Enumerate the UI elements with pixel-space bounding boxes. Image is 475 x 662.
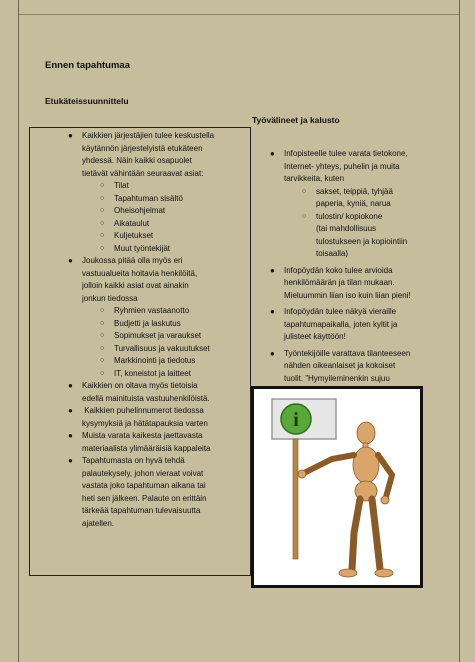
text-line: nähden oikeanlaiset ja kokoiset xyxy=(284,361,396,370)
page-title: Ennen tapahtumaa xyxy=(45,60,130,71)
circle-bullet-icon: ○ xyxy=(100,319,105,327)
sub-list-item xyxy=(302,211,462,261)
text-line: jolloin kaikki asiat ovat ainakin xyxy=(82,281,189,290)
text-line: Tapahtumasta on hyvä tehdä xyxy=(82,456,185,465)
circle-bullet-icon: ○ xyxy=(100,194,105,202)
list-item xyxy=(68,405,250,430)
sub-list-item xyxy=(100,343,250,356)
text-line: vastata joko tapahtuman aikana tai xyxy=(82,481,206,490)
circle-bullet-icon: ○ xyxy=(302,212,307,220)
text-line: ajatellen. xyxy=(82,518,115,528)
text-line: tuolit. ”Hymyileminenkin sujuu xyxy=(284,373,390,383)
text-line: Tapahtuman sisältö xyxy=(114,193,183,203)
text-line: Turvallisuus ja vakuutukset xyxy=(114,343,210,353)
circle-bullet-icon: ○ xyxy=(100,232,105,239)
text-line: Kuljetukset xyxy=(114,231,154,240)
text-line: Ryhmien vastaanotto xyxy=(114,306,190,315)
bullet-icon: ● xyxy=(270,265,275,275)
sub-list xyxy=(284,186,462,261)
text-line: vastuualueita hoitavia henkilöitä, xyxy=(82,268,198,278)
sub-list-item xyxy=(100,368,250,381)
text-line: Joukossa pitää olla myös eri xyxy=(82,256,183,265)
text-line: Infopöydän koko tulee arvioida xyxy=(284,265,393,275)
text-line: Oheisohjelmat xyxy=(114,206,166,215)
sub-list-item xyxy=(302,186,462,211)
sub-list-item xyxy=(100,355,250,368)
sub-list-item xyxy=(100,180,250,193)
bullet-icon: ● xyxy=(68,431,73,440)
bullet-icon: ● xyxy=(68,406,73,415)
list-item xyxy=(270,148,462,261)
text-line: Internet- yhteys, puhelin ja muita xyxy=(284,161,400,171)
info-icon-letter: i xyxy=(293,409,299,431)
planning-box xyxy=(29,127,251,576)
text-line: tulostukseen ja kopiointiin xyxy=(316,236,408,246)
text-line: Markkinointi ja tiedotus xyxy=(114,356,196,365)
list-item xyxy=(270,265,462,303)
equipment-list xyxy=(270,148,462,402)
text-line: Sopimukset ja varaukset xyxy=(114,331,202,340)
text-line: henkilömäärän ja tilan mukaan. xyxy=(284,278,395,287)
circle-bullet-icon: ○ xyxy=(302,187,307,195)
sign-pole xyxy=(293,439,298,559)
list-item xyxy=(68,430,250,455)
text-line: tulostin/ kopiokone xyxy=(316,211,383,221)
sub-list-item xyxy=(100,193,250,206)
text-line: Muut työntekijät xyxy=(114,243,171,253)
text-line: julisteet käyttöön! xyxy=(284,332,346,341)
text-line: Budjetti ja laskutus xyxy=(114,318,181,328)
text-line: tarvikkeita, kuten xyxy=(284,174,345,183)
text-line: Tilat xyxy=(114,181,129,190)
text-line: käytännön järjestelyistä etukäteen xyxy=(82,143,203,153)
text-line: tapahtumapaikalla, joten kyltit ja xyxy=(284,319,398,329)
circle-bullet-icon: ○ xyxy=(100,207,105,214)
text-line: tietävät vähintään seuraavat asiat: xyxy=(82,168,204,178)
text-line: palautekysely, johon vieraat voivat xyxy=(82,468,204,478)
planning-list xyxy=(68,130,250,530)
list-item xyxy=(68,130,250,255)
text-line: Infopöydän tulee näkyä vieraille xyxy=(284,307,397,316)
text-line: jonkun tiedossa xyxy=(82,293,138,303)
text-line: Mieluummin liian iso kuin liian pieni! xyxy=(284,290,411,300)
text-line: materiaalista ylimääräisiä kappaleita xyxy=(82,443,211,453)
text-line: Infopisteelle tulee varata tietokone, xyxy=(284,149,408,158)
bullet-icon: ● xyxy=(270,149,275,158)
sub-list xyxy=(82,305,250,380)
circle-bullet-icon: ○ xyxy=(100,244,105,252)
text-line: IT, koneistot ja laitteet xyxy=(114,368,191,378)
text-line: Muista varata kaikesta jaettavasta xyxy=(82,431,203,440)
text-line: (tai mahdollisuus xyxy=(316,224,377,233)
circle-bullet-icon: ○ xyxy=(100,307,105,314)
text-line: tärkeää tapahtuman tulevaisuutta xyxy=(82,506,201,515)
sub-list-item xyxy=(100,218,250,231)
text-line: Kaikkien on oltava myös tietoisia xyxy=(82,381,198,390)
text-line: paperia, kyniä, narua xyxy=(316,199,391,208)
left-section-heading: Etukäteissuunnittelu xyxy=(45,96,129,106)
bullet-icon: ● xyxy=(270,348,275,358)
bullet-icon: ● xyxy=(68,256,73,265)
circle-bullet-icon: ○ xyxy=(100,332,105,339)
text-line: yhdessä. Näin kaikki osapuolet xyxy=(82,156,192,165)
circle-bullet-icon: ○ xyxy=(100,357,105,364)
text-line: toisaalla) xyxy=(316,249,349,258)
circle-bullet-icon: ○ xyxy=(100,182,105,189)
info-sign-mannequin-illustration xyxy=(254,389,420,585)
circle-bullet-icon: ○ xyxy=(100,344,105,352)
sub-list xyxy=(82,180,250,255)
page-top-divider xyxy=(19,14,459,15)
sub-list-item xyxy=(100,318,250,331)
bullet-icon: ● xyxy=(68,456,73,465)
text-line: sakset, teippiä, tyhjää xyxy=(316,186,393,196)
list-item xyxy=(68,380,250,405)
text-line: Aikataulut xyxy=(114,218,150,228)
bullet-icon: ● xyxy=(68,131,73,140)
text-line: heti sen jälkeen. Palaute on erittäin xyxy=(82,493,207,503)
list-item xyxy=(68,455,250,530)
bullet-icon: ● xyxy=(270,307,275,316)
circle-bullet-icon: ○ xyxy=(100,219,105,227)
bullet-icon: ● xyxy=(68,381,73,390)
sub-list-item xyxy=(100,305,250,318)
right-section-heading: Työvälineet ja kalusto xyxy=(252,115,340,125)
text-line: Kaikkien järjestäjien tulee keskustella xyxy=(82,131,215,140)
text-line: Kaikkien puhelinnumerot tiedossa xyxy=(82,406,204,415)
text-line: Työntekijöille varattava tilanteeseen xyxy=(284,348,411,358)
document-page xyxy=(18,0,460,662)
wooden-mannequin xyxy=(298,422,393,577)
sub-list-item xyxy=(100,230,250,243)
text-line: kysymyksiä ja hätätapauksia varten xyxy=(82,418,208,428)
circle-bullet-icon: ○ xyxy=(100,369,105,377)
sub-list-item xyxy=(100,205,250,218)
list-item xyxy=(68,255,250,380)
info-figure-image xyxy=(251,386,423,588)
sub-list-item xyxy=(100,330,250,343)
text-line: edellä mainituista vastuuhenkilöistä. xyxy=(82,393,210,403)
list-item xyxy=(270,306,462,344)
sub-list-item xyxy=(100,243,250,256)
